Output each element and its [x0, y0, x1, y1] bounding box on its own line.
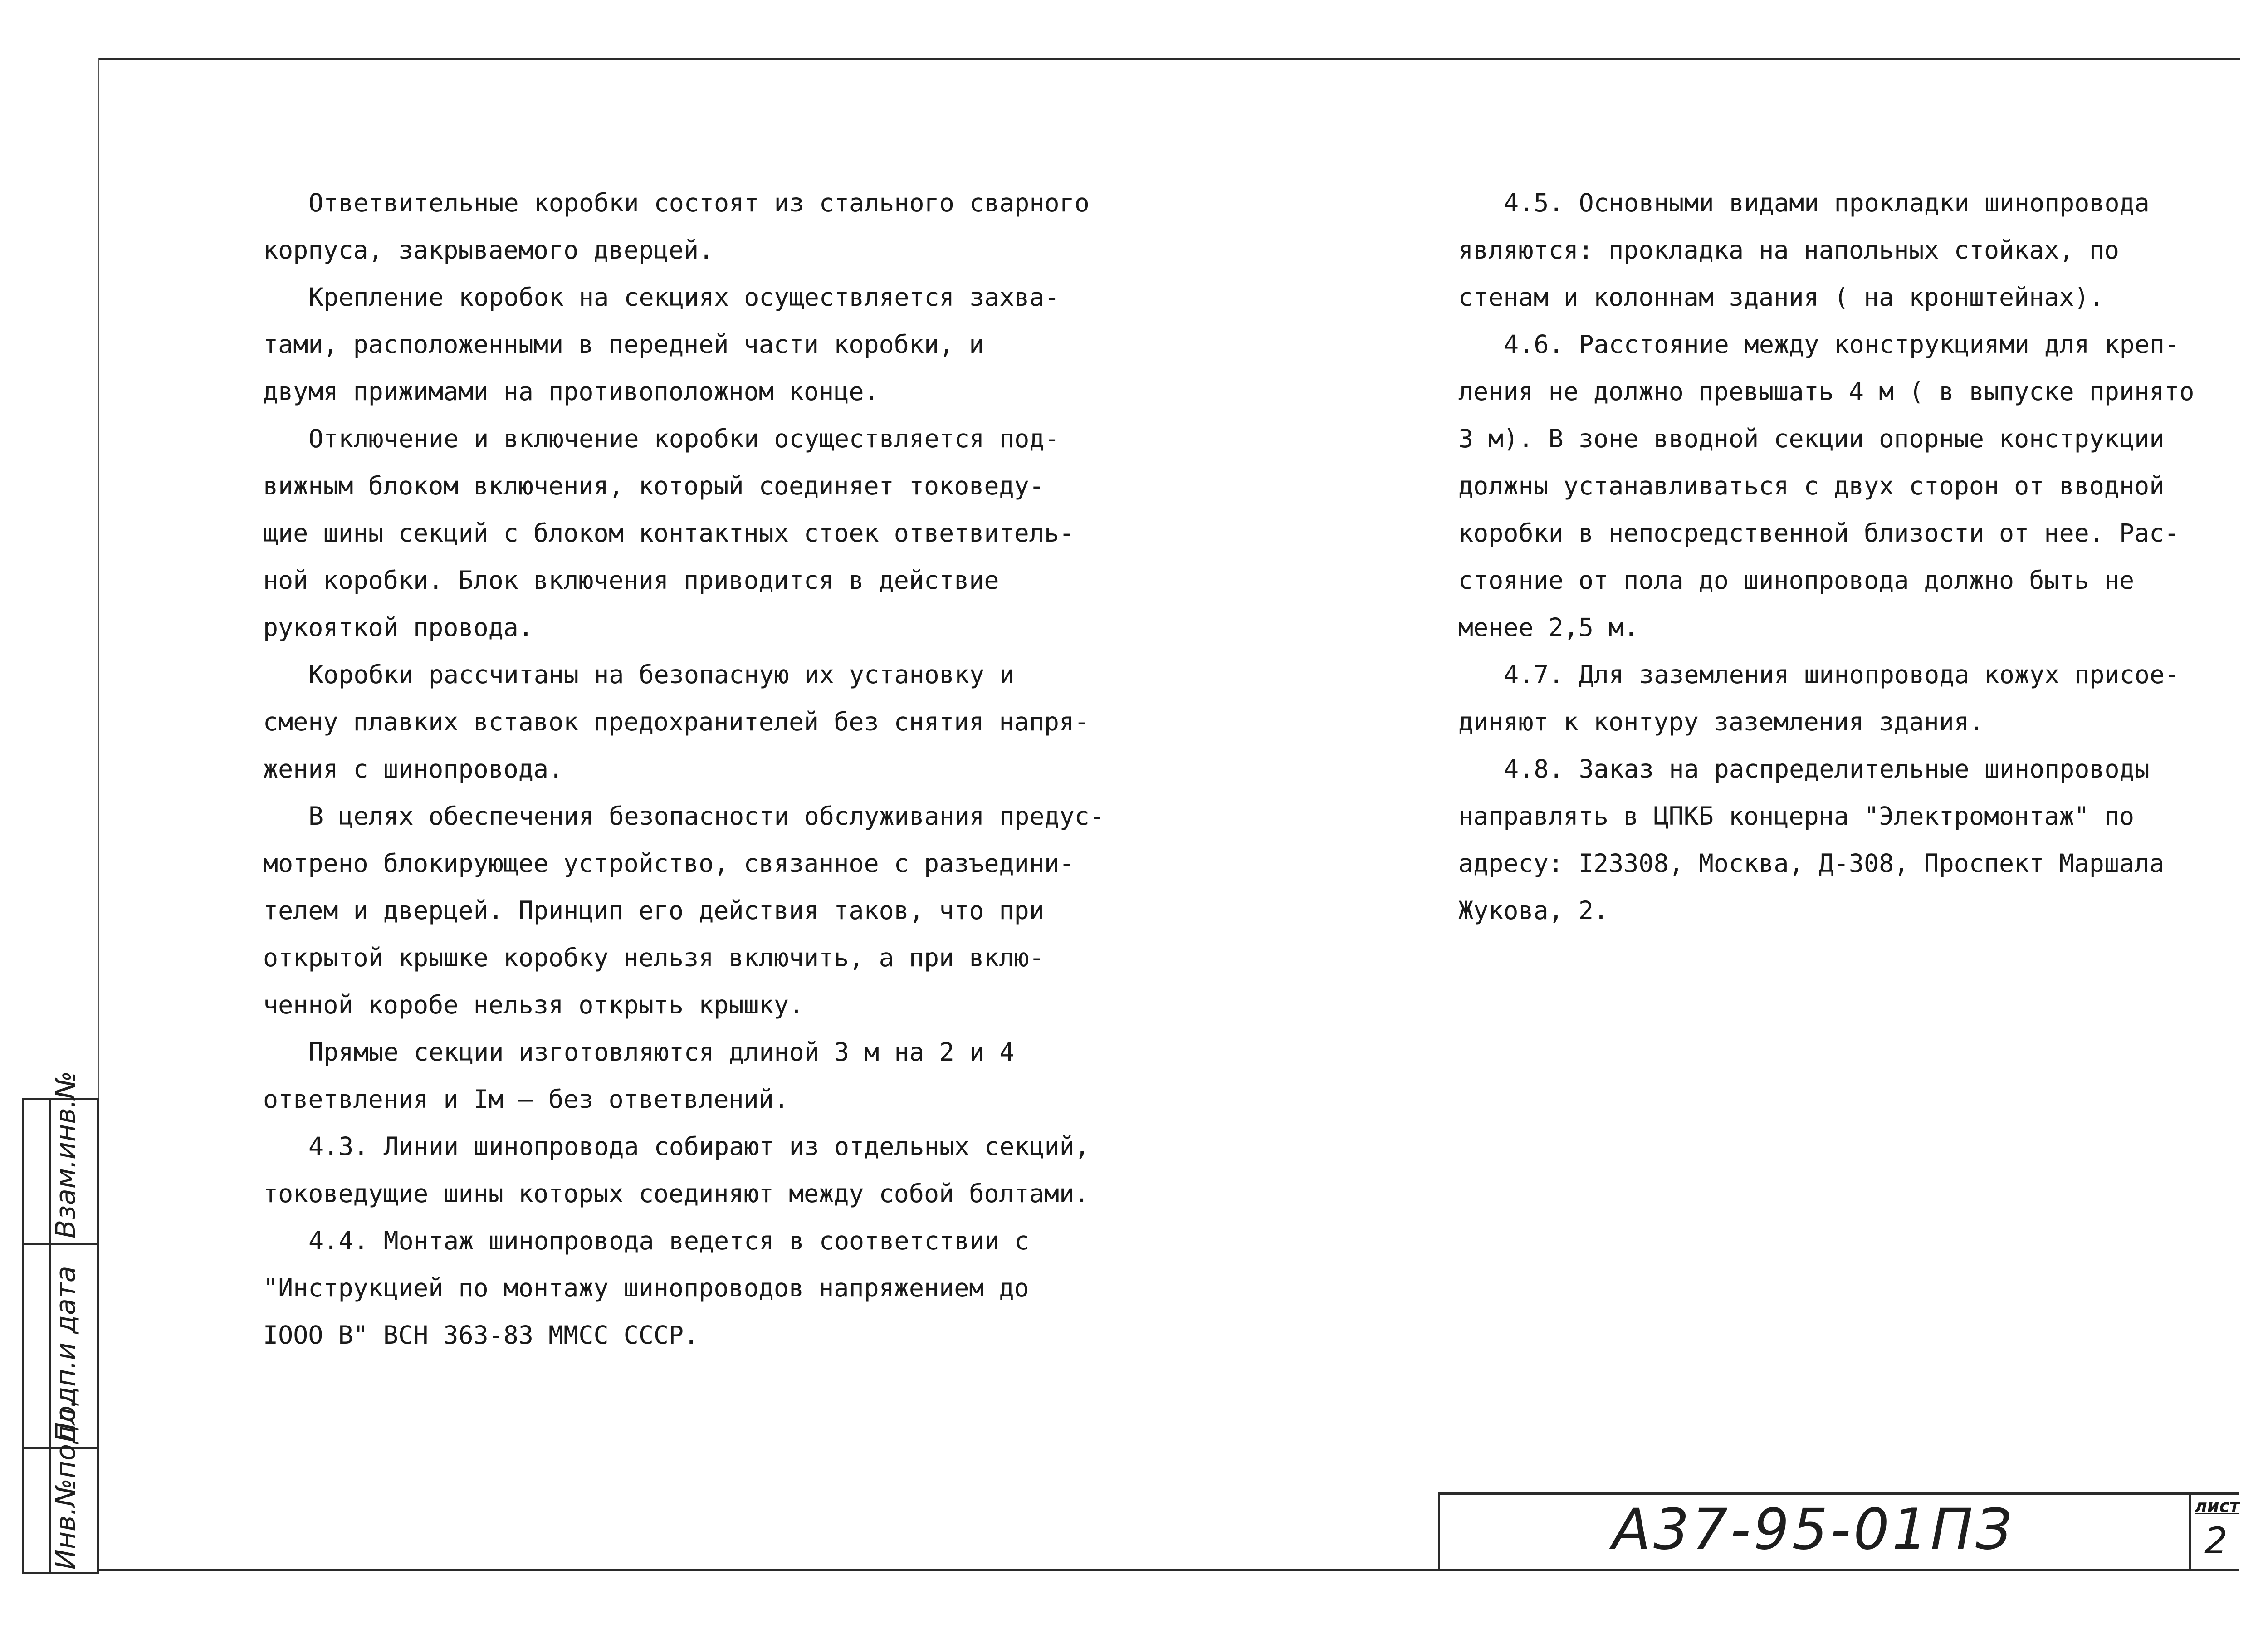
sheet-label: лист [2195, 1496, 2240, 1516]
paragraph-fuse-replacement: Коробки рассчитаны на безопасную их установку и смену плавких вставок предохранителей без снятия напря- жения с шинопровода. [263, 660, 1090, 783]
paragraph-switching: Отключение и включение коробки осуществляется под- вижным блоком включения, который соединяет токоведу- щие шины секций с блоком контактных стоек ответвитель- ной коробки. Блок включения приводится в действие рукояткой провода. [263, 424, 1075, 642]
paragraph-4-7: 4.7. Для заземления шинопровода кожух присое- диняют к контуру заземления здания. [1458, 660, 2180, 736]
paragraph-4-3: 4.3. Линии шинопровода собирают из отдельных секций, токоведущие шины которых соединяют между собой болтами. [263, 1132, 1090, 1208]
document-code: А37-95-01ПЗ [1612, 1497, 2014, 1562]
side-stamp [22, 1071, 99, 1574]
right-text-column [1458, 179, 2220, 934]
paragraph-boxes-body: Ответвительные коробки состоят из стального сварного корпуса, закрываемого дверцей. [263, 188, 1090, 264]
stamp-inv-no: Инв.№подл. [50, 1399, 82, 1570]
sheet-number: 2 [2204, 1520, 2228, 1562]
title-block [1438, 1492, 2239, 1569]
paragraph-straight-sections: Прямые секции изготовляются длиной 3 м на 2 и 4 ответвления и Iм – без ответвлений. [263, 1037, 1015, 1114]
paragraph-4-4: 4.4. Монтаж шинопровода ведется в соответствии с "Инструкцией по монтажу шинопроводов напряжением до IOOO В" ВСН 363-83 ММСС СССР. [263, 1226, 1030, 1350]
paragraph-4-5: 4.5. Основными видами прокладки шинопровода являются: прокладка на напольных стойках, по стенам и колоннам здания ( на кронштейнах). [1458, 188, 2150, 312]
paragraph-4-8: 4.8. Заказ на распределительные шинопроводы направлять в ЦПКБ концерна "Электромонтаж" по адресу: I23308, Москва, Д-308, Проспект Маршала Жукова, 2. [1458, 754, 2165, 925]
paragraph-fastening: Крепление коробок на секциях осуществляется захва- тами, расположенными в передней части коробки, и двумя прижимами на противоположном конце. [263, 283, 1060, 406]
frame-top-border [99, 58, 2240, 60]
left-text-column [263, 179, 1116, 1359]
stamp-sign-date: Подп.и дата [50, 1266, 82, 1443]
frame-bottom-border [98, 1569, 2239, 1571]
stamp-replace-inv: Взам.инв.№ [50, 1071, 82, 1238]
paragraph-safety-lock: В целях обеспечения безопасности обслуживания предус- мотрено блокирующее устройство, связанное с разъедини- телем и дверцей. Принцип его действия таков, что при открытой крышке коробку нельзя включить, а при вклю- ченной коробе нельзя открыть крышку. [263, 802, 1105, 1019]
paragraph-4-6: 4.6. Расстояние между конструкциями для креп- ления не должно превышать 4 м ( в выпуске принято 3 м). В зоне вводной секции опорные конструкции должны устанавливаться с двух сторон от вводной коробки в непосредственной близости от нее. Рас- стояние от пола до шинопровода должно быть не менее 2,5 м. [1458, 330, 2195, 642]
